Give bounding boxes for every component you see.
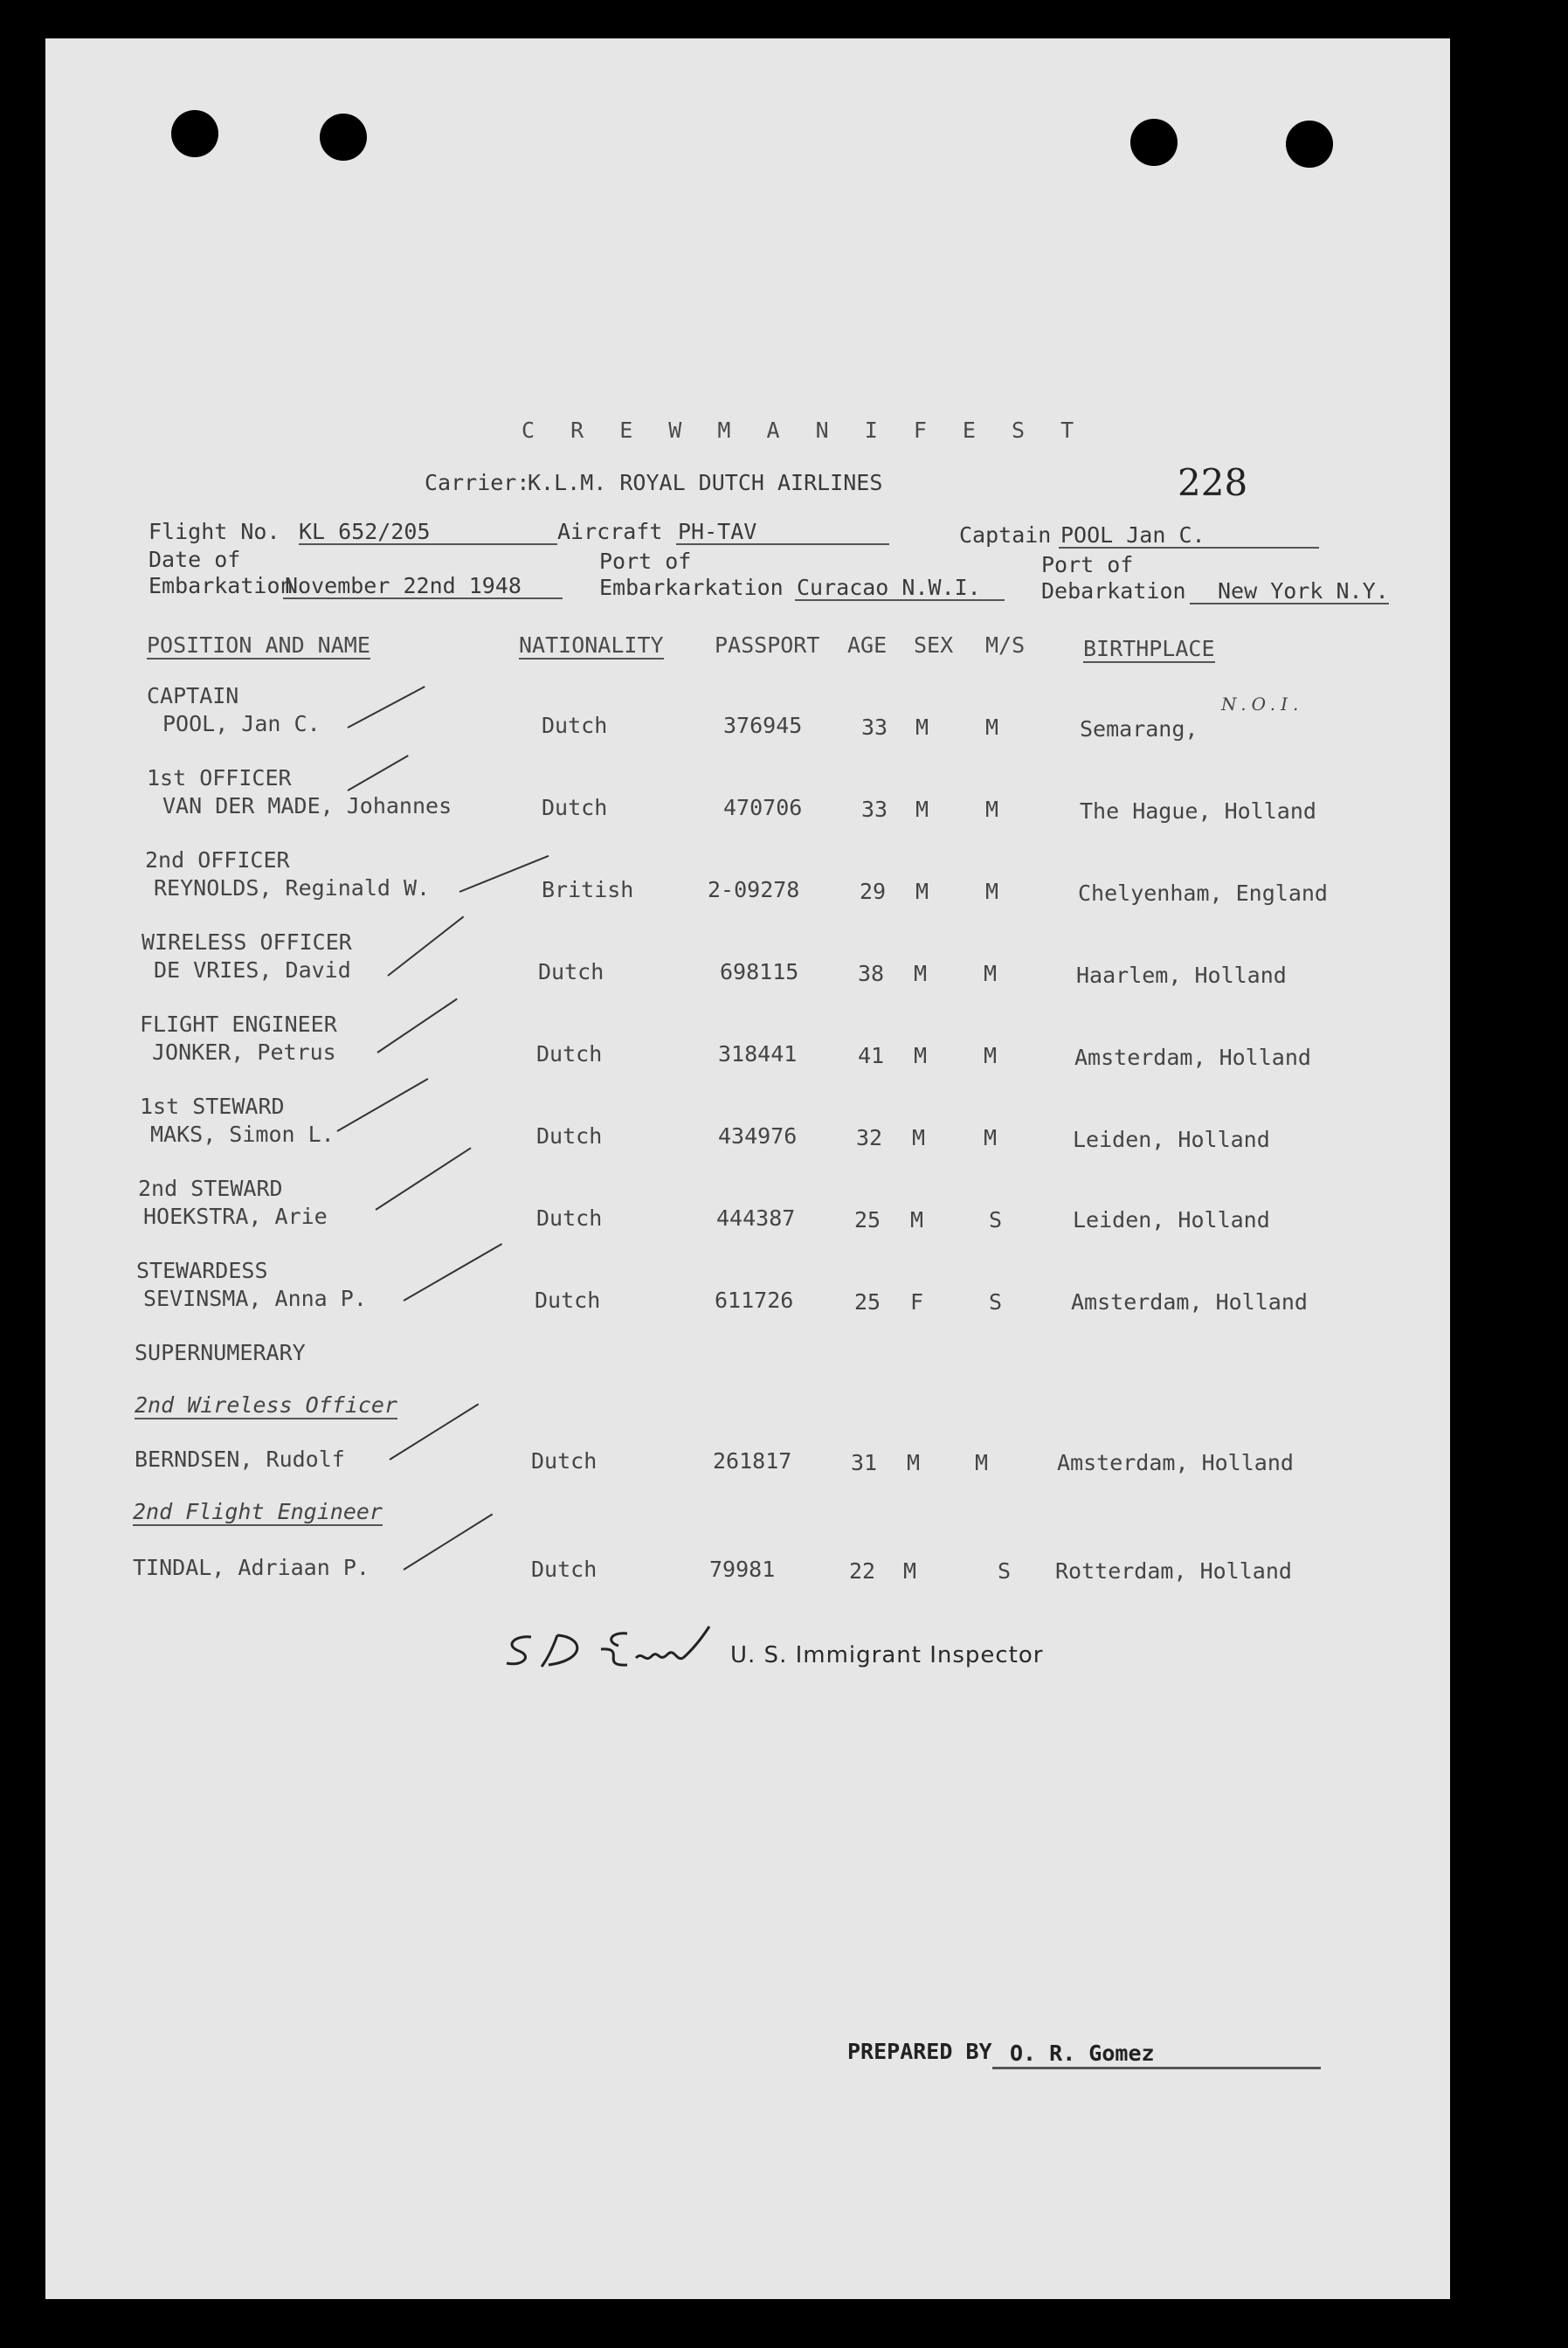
crew-ms: M bbox=[985, 797, 999, 822]
crew-sex: M bbox=[914, 961, 928, 986]
crew-age: 29 bbox=[860, 879, 887, 904]
header-ms: M/S bbox=[985, 632, 1026, 658]
date-underline bbox=[283, 597, 563, 599]
crew-position: STEWARDESS bbox=[136, 1258, 268, 1283]
crew-name: POOL, Jan C. bbox=[162, 711, 321, 736]
port-embarkation-value: Curacao N.W.I. bbox=[797, 575, 981, 600]
prepared-value: O. R. Gomez bbox=[1010, 2041, 1155, 2066]
crew-nationality: Dutch bbox=[535, 1288, 601, 1313]
crew-name: MAKS, Simon L. bbox=[150, 1122, 335, 1147]
port-debarkation-underline bbox=[1190, 603, 1389, 604]
crew-ms: M bbox=[985, 879, 999, 904]
crew-age: 38 bbox=[858, 961, 885, 986]
supernumerary-position: 2nd Flight Engineer bbox=[133, 1499, 383, 1524]
crew-name: DE VRIES, David bbox=[154, 957, 351, 983]
crew-ms: S bbox=[989, 1207, 1003, 1233]
crew-sex: F bbox=[910, 1289, 924, 1315]
supernumerary-passport: 261817 bbox=[713, 1448, 792, 1474]
port-debarkation-label-2: Debarkation bbox=[1041, 578, 1186, 604]
date-value: November 22nd 1948 bbox=[285, 573, 522, 598]
punch-hole bbox=[1130, 119, 1178, 166]
crew-ms: M bbox=[984, 961, 998, 986]
crew-passport: 434976 bbox=[718, 1123, 798, 1149]
supernumerary-name: TINDAL, Adriaan P. bbox=[133, 1555, 370, 1580]
supernumerary-position: 2nd Wireless Officer bbox=[135, 1392, 398, 1418]
supernumerary-nationality: Dutch bbox=[531, 1448, 597, 1474]
supernumerary-sex: M bbox=[903, 1558, 917, 1584]
supernumerary-birthplace: Rotterdam, Holland bbox=[1055, 1558, 1292, 1584]
crew-ms: S bbox=[989, 1289, 1003, 1315]
crew-position: 1st OFFICER bbox=[147, 765, 292, 791]
supernumerary-sex: M bbox=[907, 1450, 921, 1475]
crew-nationality: Dutch bbox=[538, 959, 604, 984]
page-number: 228 bbox=[1178, 461, 1248, 504]
supernumerary-name: BERNDSEN, Rudolf bbox=[135, 1447, 345, 1472]
flight-underline bbox=[299, 543, 557, 545]
punch-hole bbox=[1286, 121, 1333, 168]
check-mark bbox=[348, 755, 409, 791]
crew-nationality: Dutch bbox=[536, 1205, 603, 1231]
punch-hole bbox=[171, 110, 218, 157]
crew-birthplace: Haarlem, Holland bbox=[1076, 963, 1287, 988]
crew-sex: M bbox=[915, 715, 929, 740]
check-mark bbox=[348, 686, 425, 729]
check-mark bbox=[459, 855, 549, 893]
header-position-name: POSITION AND NAME bbox=[147, 632, 370, 658]
crew-birthplace: Amsterdam, Holland bbox=[1074, 1045, 1311, 1070]
crew-position: FLIGHT ENGINEER bbox=[140, 1012, 337, 1037]
punch-hole bbox=[320, 114, 367, 161]
header-passport: PASSPORT bbox=[715, 632, 820, 658]
supernumerary-passport: 79981 bbox=[709, 1557, 776, 1582]
carrier-value: K.L.M. ROYAL DUTCH AIRLINES bbox=[528, 470, 883, 495]
crew-age: 25 bbox=[854, 1289, 881, 1315]
aircraft-underline bbox=[676, 543, 889, 545]
captain-value: POOL Jan C. bbox=[1060, 522, 1205, 548]
crew-name: SEVINSMA, Anna P. bbox=[143, 1286, 367, 1311]
prepared-underline bbox=[992, 2067, 1321, 2069]
crew-ms: M bbox=[984, 1043, 998, 1068]
check-mark bbox=[376, 998, 457, 1053]
aircraft-value: PH-TAV bbox=[678, 519, 757, 544]
header-nationality: NATIONALITY bbox=[519, 632, 664, 658]
port-debarkation-label: Port of bbox=[1041, 552, 1134, 577]
crew-sex: M bbox=[914, 1043, 928, 1068]
crew-passport: 318441 bbox=[718, 1041, 798, 1067]
crew-ms: M bbox=[985, 715, 999, 740]
captain-label: Captain bbox=[959, 522, 1052, 548]
header-age: AGE bbox=[847, 632, 888, 658]
flight-value: KL 652/205 bbox=[299, 519, 431, 544]
crew-name: REYNOLDS, Reginald W. bbox=[154, 875, 431, 901]
port-embarkation-label-2: Embarkarkation bbox=[599, 575, 784, 600]
carrier-label: Carrier: bbox=[425, 470, 530, 495]
crew-sex: M bbox=[915, 879, 929, 904]
supernumerary-nationality: Dutch bbox=[531, 1557, 597, 1582]
inspector-signature bbox=[496, 1611, 741, 1689]
aircraft-label: Aircraft bbox=[557, 519, 663, 544]
supernumerary-age: 31 bbox=[851, 1450, 878, 1475]
crew-sex: M bbox=[915, 797, 929, 822]
check-mark bbox=[387, 915, 464, 976]
crew-nationality: Dutch bbox=[536, 1041, 603, 1067]
date-label: Date of bbox=[149, 547, 241, 572]
check-mark bbox=[389, 1404, 479, 1461]
crew-birthplace: Chelyenham, England bbox=[1078, 880, 1328, 906]
inspector-label: U. S. Immigrant Inspector bbox=[730, 1642, 1044, 1668]
supernumerary-birthplace: Amsterdam, Holland bbox=[1057, 1450, 1294, 1475]
crew-passport: 698115 bbox=[720, 959, 799, 984]
flight-label: Flight No. bbox=[149, 519, 280, 544]
birthplace-handwritten-note: N.O.I. bbox=[1221, 694, 1304, 715]
crew-position: 2nd OFFICER bbox=[145, 847, 290, 873]
port-embarkation-underline bbox=[795, 599, 1005, 601]
crew-position: WIRELESS OFFICER bbox=[142, 929, 352, 955]
crew-ms: M bbox=[984, 1125, 998, 1150]
crew-age: 33 bbox=[861, 715, 888, 740]
supernumerary-age: 22 bbox=[849, 1558, 876, 1584]
check-mark bbox=[337, 1078, 429, 1132]
crew-nationality: Dutch bbox=[542, 795, 608, 820]
crew-age: 41 bbox=[858, 1043, 885, 1068]
crew-birthplace: Leiden, Holland bbox=[1073, 1207, 1270, 1233]
port-embarkation-label: Port of bbox=[599, 549, 692, 574]
crew-passport: 470706 bbox=[723, 795, 803, 820]
crew-name: VAN DER MADE, Johannes bbox=[162, 793, 452, 818]
crew-birthplace: Amsterdam, Holland bbox=[1071, 1289, 1308, 1315]
check-mark bbox=[403, 1514, 493, 1571]
crew-name: JONKER, Petrus bbox=[152, 1039, 336, 1065]
crew-age: 33 bbox=[861, 797, 888, 822]
crew-passport: 611726 bbox=[715, 1288, 794, 1313]
crew-nationality: British bbox=[542, 877, 634, 902]
date-label-2: Embarkation bbox=[149, 573, 294, 598]
crew-age: 32 bbox=[856, 1125, 883, 1150]
crew-position: CAPTAIN bbox=[147, 683, 239, 708]
crew-name: HOEKSTRA, Arie bbox=[143, 1204, 328, 1229]
check-mark bbox=[404, 1243, 503, 1302]
crew-position: 2nd STEWARD bbox=[138, 1176, 283, 1201]
crew-age: 25 bbox=[854, 1207, 881, 1233]
crew-birthplace: Leiden, Holland bbox=[1073, 1127, 1270, 1152]
crew-sex: M bbox=[912, 1125, 926, 1150]
crew-nationality: Dutch bbox=[536, 1123, 603, 1149]
captain-underline bbox=[1059, 547, 1319, 549]
crew-position: 1st STEWARD bbox=[140, 1094, 285, 1119]
check-mark bbox=[375, 1147, 471, 1210]
crew-passport: 2-09278 bbox=[708, 877, 800, 902]
crew-passport: 376945 bbox=[723, 713, 803, 738]
port-debarkation-value: New York N.Y. bbox=[1218, 578, 1389, 604]
crew-birthplace: Semarang, bbox=[1080, 716, 1198, 742]
crew-sex: M bbox=[910, 1207, 924, 1233]
crew-nationality: Dutch bbox=[542, 713, 608, 738]
manifest-sheet bbox=[45, 38, 1450, 2299]
document-title: C R E W M A N I F E S T bbox=[522, 418, 1086, 443]
header-birthplace: BIRTHPLACE bbox=[1083, 636, 1215, 661]
supernumerary-label: SUPERNUMERARY bbox=[135, 1340, 306, 1365]
header-sex: SEX bbox=[914, 632, 954, 658]
crew-passport: 444387 bbox=[716, 1205, 796, 1231]
supernumerary-ms: S bbox=[998, 1558, 1012, 1584]
prepared-label: PREPARED BY bbox=[847, 2039, 992, 2064]
crew-birthplace: The Hague, Holland bbox=[1080, 798, 1316, 824]
supernumerary-ms: M bbox=[975, 1450, 989, 1475]
